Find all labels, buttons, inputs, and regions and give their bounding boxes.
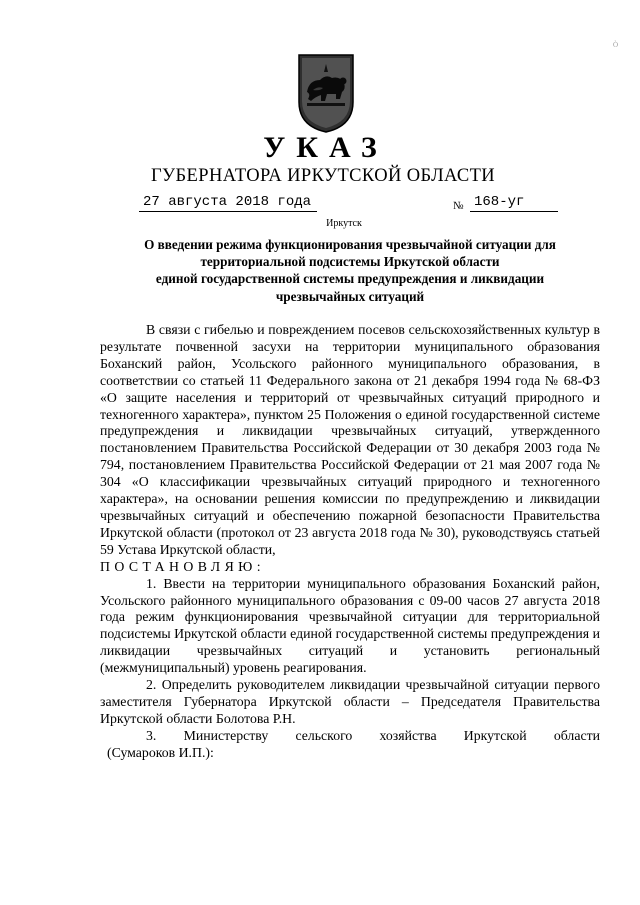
document-subtitle: ГУБЕРНАТОРА ИРКУТСКОЙ ОБЛАСТИ	[150, 166, 496, 186]
item-3-word: хозяйства	[379, 727, 437, 743]
heading-line: чрезвычайных ситуаций	[275, 288, 425, 304]
item-3-word: области	[553, 727, 600, 743]
number-sign: №	[453, 200, 464, 212]
document-number: 168-уг	[470, 193, 558, 212]
item-2-paragraph: 2. Определить руководителем ликвидации чрезвычайной ситуации первого заместителя Губернатора Иркутской области – Председателя Правительства Иркутской области Болотова Р.Н.	[100, 677, 600, 726]
document-heading	[108, 236, 592, 305]
document-body	[100, 322, 600, 762]
item-3-word: Министерству	[183, 727, 269, 743]
item-3-word: сельского	[295, 727, 353, 743]
document-title: УКАЗ	[263, 131, 388, 164]
document-date: 27 августа 2018 года	[139, 193, 317, 212]
item-3-continuation: (Сумароков И.П.):	[107, 744, 214, 760]
preamble-paragraph: В связи с гибелью и повреждением посевов сельскохозяйственных культур в результате почвенной засухи на территории муниципального образования Боханский район, Усольского районного муниципального образования, в соответствии со статьей 11 Федерального закона от 21 декабря 1994 года № 68-ФЗ «О защите населения и территорий от чрезвычайных ситуаций природного и техногенного характера», пунктом 25 Положения о единой государственной системе предупреждения и ликвидации чрезвычайных ситуаций, утвержденного постановлением Правительства Российской Федерации от 30 декабря 2003 года № 794, постановлением Правительства Российской Федерации от 21 мая 2007 года № 304 «О классификации чрезвычайных ситуаций природного и техногенного характера», на основании решения комиссии по предупреждению и ликвидации чрезвычайных ситуаций и обеспечению пожарной безопасности Правительства Иркутской области (протокол от 23 августа 2018 года № 30), руководствуясь статьей 59 Устава Иркутской области,	[100, 322, 600, 557]
item-3-word: 3.	[146, 727, 157, 743]
page-corner-mark: Ò	[612, 41, 618, 49]
item-1-paragraph: 1. Ввести на территории муниципального образования Боханский район, Усольского районного муниципального образования с 09-00 часов 27 августа 2018 года режим функционирования чрезвычайной ситуации для территориальной подсистемы Иркутской области единой государственной системы предупреждения и ликвидации чрезвычайных ситуаций и установить региональный (межмуниципальный) уровень реагирования.	[100, 575, 600, 676]
heading-line: О введении режима функционирования чрезвычайной ситуации для	[144, 237, 556, 252]
item-3-word: Иркутской	[463, 727, 527, 743]
item-3-line	[100, 728, 600, 745]
document-city: Иркутск	[326, 218, 362, 229]
heading-line: единой государственной системы предупреждения и ликвидации	[155, 271, 545, 287]
heading-line: территориальной подсистемы Иркутской области	[200, 254, 500, 270]
decree-word: ПОСТАНОВЛЯЮ:	[100, 558, 265, 574]
coat-of-arms-icon	[296, 52, 356, 134]
